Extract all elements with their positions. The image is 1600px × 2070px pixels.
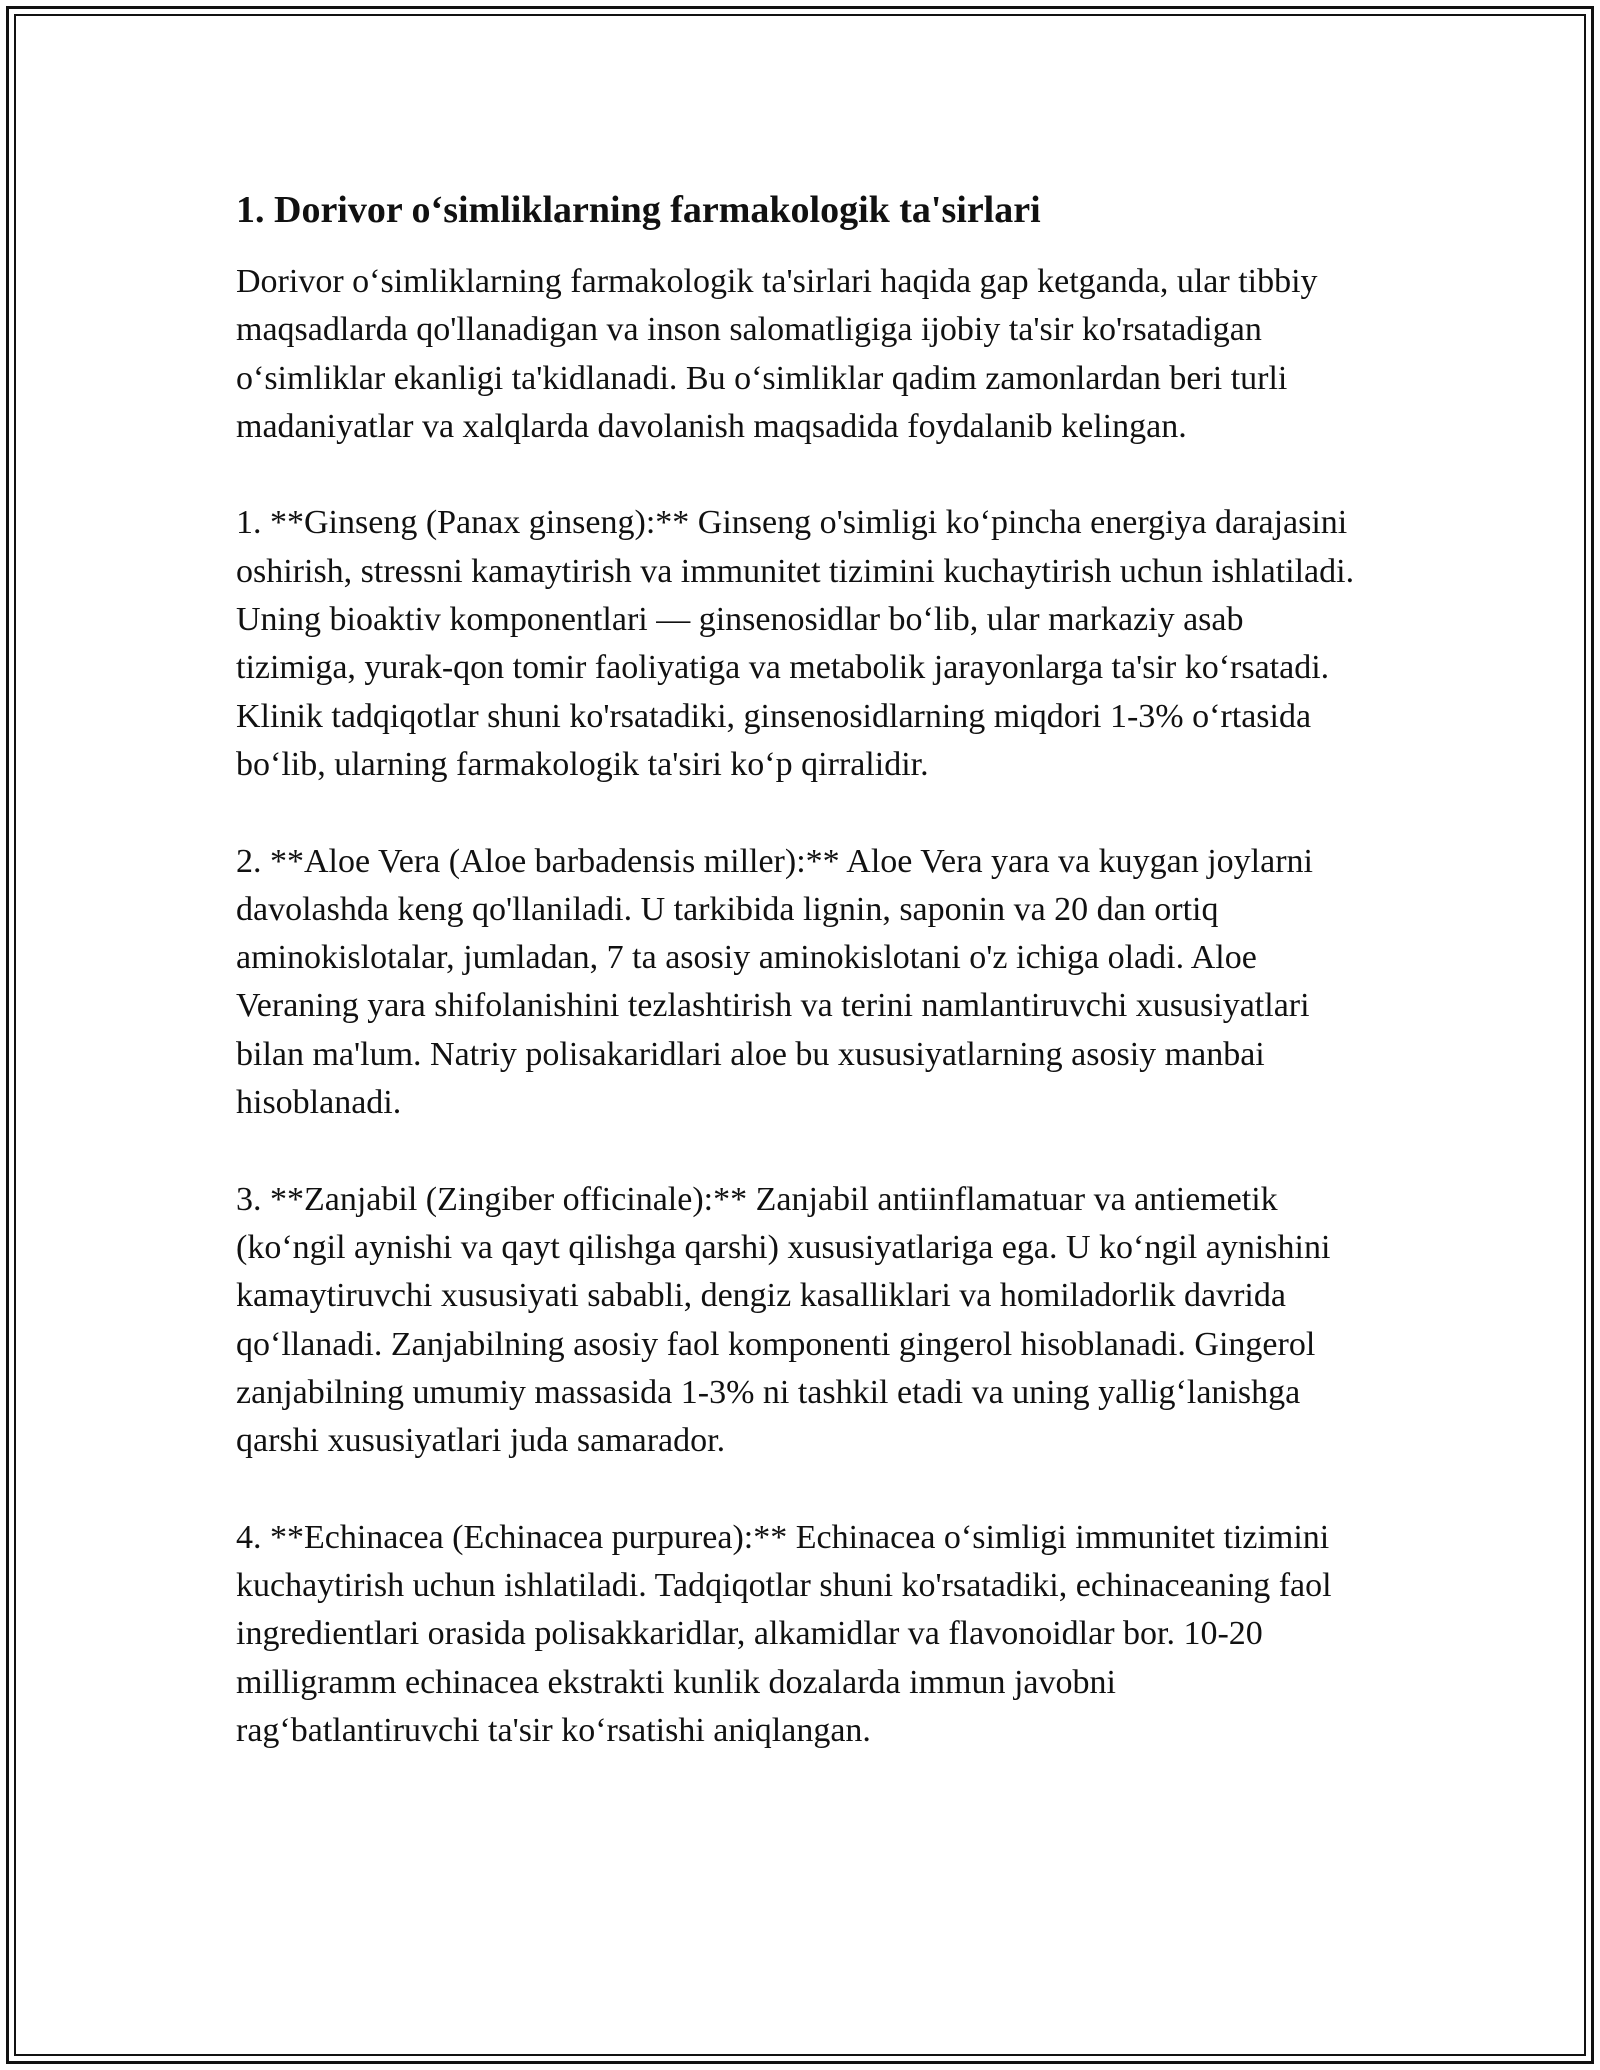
document-body — [236, 186, 1366, 1804]
paragraph-ginseng: 1. **Ginseng (Panax ginseng):** Ginseng o'simligi ko‘pincha energiya darajasini oshirish, stressni kamaytirish va immunitet tizimini kuchaytirish uchun ishlatiladi. Uning bioaktiv komponentlari — ginsenosidlar bo‘lib, ular markaziy asab tizimiga, yurak-qon tomir faoliyatiga va metabolik jarayonlarga ta'sir ko‘rsatadi. Klinik tadqiqotlar shuni ko'rsatadiki, ginsenosidlarning miqdori 1-3% o‘rtasida bo‘lib, ularning farmakologik ta'siri ko‘p qirralidir. — [236, 504, 1355, 783]
paragraph-zanjabil: 3. **Zanjabil (Zingiber officinale):** Zanjabil antiinflamatuar va antiemetik (ko‘ngil aynishi va qayt qilishga qarshi) xususiyatlariga ega. U ko‘ngil aynishini kamaytiruvchi xususiyati sababli, dengiz kasalliklari va homiladorlik davrida qo‘llanadi. Zanjabilning asosiy faol komponenti gingerol hisoblanadi. Gingerol zanjabilning umumiy massasida 1-3% ni tashkil etadi va uning yallig‘lanishga qarshi xususiyatlari juda samarador. — [236, 1180, 1331, 1460]
paragraph-aloe-vera: 2. **Aloe Vera (Aloe barbadensis miller):** Aloe Vera yara va kuygan joylarni davolashda keng qo'llaniladi. U tarkibida lignin, saponin va 20 dan ortiq aminokislotalar, jumladan, 7 ta asosiy aminokislotani o'z ichiga oladi. Aloe Veraning yara shifolanishini tezlashtirish va terini namlantiruvchi xususiyatlari bilan ma'lum. Natriy polisakaridlari aloe bu xususiyatlarning asosiy manbai hisoblanadi. — [236, 842, 1313, 1122]
intro-paragraph: Dorivor o‘simliklarning farmakologik ta'sirlari haqida gap ketganda, ular tibbiy maqsadlarda qo'llanadigan va inson salomatligiga ijobiy ta'sir ko'rsatadigan o‘simliklar ekanligi ta'kidlanadi. Bu o‘simliklar qadim zamonlardan beri turli madaniyatlar va xalqlarda davolanish maqsadida foydalanib kelingan. — [236, 263, 1318, 445]
section-heading: 1. Dorivor o‘simliklarning farmakologik ta'sirlari — [236, 189, 1041, 231]
paragraph-echinacea: 4. **Echinacea (Echinacea purpurea):** Echinacea o‘simligi immunitet tizimini kuchaytirish uchun ishlatiladi. Tadqiqotlar shuni ko'rsatadiki, echinaceaning faol ingredientlari orasida polisakkaridlar, alkamidlar va flavonoidlar bor. 10-20 milligramm echinacea ekstrakti kunlik dozalarda immun javobni rag‘batlantiruvchi ta'sir ko‘rsatishi aniqlangan. — [236, 1518, 1332, 1749]
